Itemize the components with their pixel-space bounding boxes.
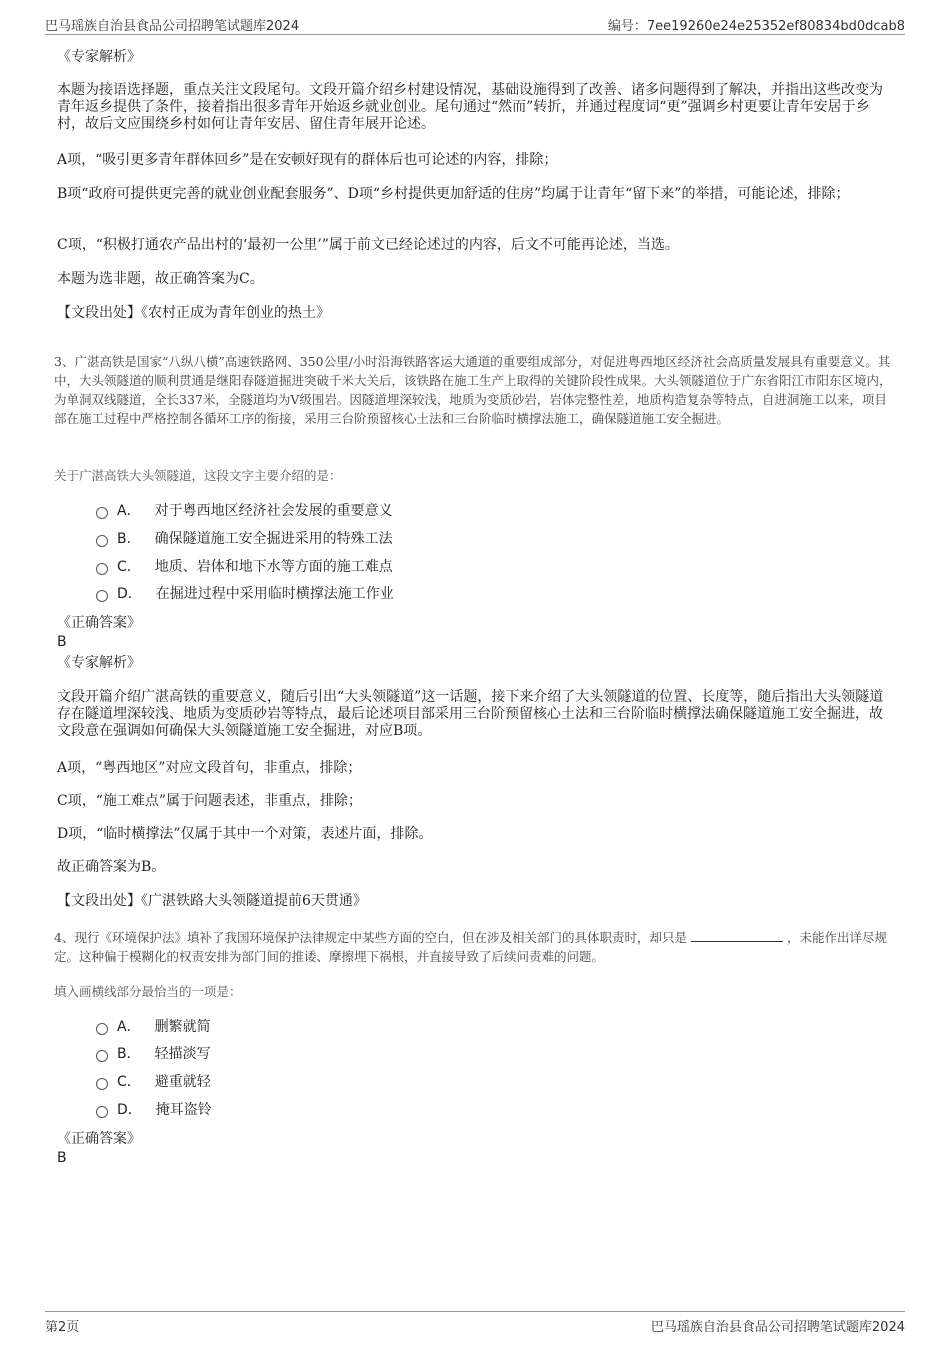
q3-conclusion: 故正确答案为B。 (57, 859, 166, 875)
radio-icon[interactable] (96, 535, 108, 547)
radio-icon[interactable] (96, 1050, 108, 1062)
page-header (45, 12, 905, 35)
q3-option-c-note: C项，“施工难点”属于问题表述，非重点，排除； (57, 793, 363, 809)
q2-analysis: 本题为接语选择题，重点关注文段尾句。文段开篇介绍乡村建设情况，基础设施得到了改善、诸多问题得到了解决，并指出这些改变为青年返乡提供了条件，接着指出很多青年开始返乡就业创业。尾句通过“然而”转折，并通过程度词“更”强调乡村更要让青年安居于乡村，故后文应围绕乡村如何让青年安居、留住青年展开论述。 (57, 82, 883, 132)
q4-option-b[interactable]: B． 轻描淡写 (96, 1044, 211, 1064)
q4-passage: 4、现行《环境保护法》填补了我国环境保护法律规定中某些方面的空白，但在涉及相关部门的具体职责时，却只是 ，未能作出详尽规定。这种偏于模糊化的权责安排为部门间的推诿、摩擦埋下祸根，并直接导致了后续问责难的问题。 (54, 930, 887, 964)
q4-stem: 填入画横线部分最恰当的一项是： (54, 984, 242, 999)
q3-answer: B (57, 634, 67, 650)
q2-conclusion: 本题为选非题，故正确答案为C。 (57, 271, 264, 287)
q3-option-d-note: D项，“临时横撑法”仅属于其中一个对策，表述片面，排除。 (57, 826, 433, 842)
q2-option-bd-note: B项“政府可提供更完善的就业创业配套服务”、D项“乡村提供更加舒适的住房”均属于让青年“留下来”的举措，可能论述，排除； (57, 186, 850, 202)
q3-source: 【文段出处】《广湛铁路大头领隧道提前6天贯通》 (57, 893, 367, 909)
q3-passage: 3、广湛高铁是国家“八纵八横”高速铁路网、350公里/小时沿海铁路客运大通道的重要组成部分，对促进粤西地区经济社会高质量发展具有重要意义。其中，大头领隧道的顺利贯通是继阳春隧道掘进突破千米大关后，该铁路在施工生产上取得的关键阶段性成果。大头领隧道位于广东省阳江市阳东区境内，为单洞双线隧道，全长337米，全隧道均为V级围岩。因隧道埋深较浅，地质为变质砂岩，岩体完整性差，地质构造复杂等特点，自进洞施工以来，项目部在施工过程中严格控制各循环工序的衔接，采用三台阶预留核心土法和三台阶临时横撑法施工，确保隧道施工安全掘进。 (54, 354, 892, 426)
q3-analysis: 文段开篇介绍广湛高铁的重要意义，随后引出“大头领隧道”这一话题，接下来介绍了大头领隧道的位置、长度等，随后指出大头领隧道存在隧道埋深较浅、地质为变质砂岩等特点，最后论述项目部采用三台阶预留核心土法和三台阶临时横撑法确保隧道施工安全掘进，故文段意在强调如何确保大头领隧道施工安全掘进，对应B项。 (57, 689, 884, 739)
q2-option-c-note: C项，“积极打通农产品出村的‘最初一公里’”属于前文已经论述过的内容，后文不可能再论述，当选。 (57, 237, 679, 253)
header-title: 巴马瑶族自治县食品公司招聘笔试题库2024 (45, 19, 300, 34)
q3-option-c[interactable]: C． 地质、岩体和地下水等方面的施工难点 (96, 557, 393, 577)
page-footer (45, 1311, 905, 1336)
page-number: 第2页 (45, 1320, 80, 1335)
radio-icon[interactable] (96, 1106, 108, 1118)
document-code: 编号：7ee19260e24e25352ef80834bd0dcab8 (607, 19, 905, 34)
radio-icon[interactable] (96, 590, 108, 602)
radio-icon[interactable] (96, 1078, 108, 1090)
footer-title: 巴马瑶族自治县食品公司招聘笔试题库2024 (650, 1320, 905, 1335)
q4-option-c[interactable]: C． 避重就轻 (96, 1072, 211, 1092)
q3-option-b[interactable]: B． 确保隧道施工安全掘进采用的特殊工法 (96, 529, 393, 549)
fill-in-blank (691, 931, 783, 942)
q3-option-d[interactable]: D． 在掘进过程中采用临时横撑法施工作业 (96, 584, 394, 604)
q4-answer-label: 《正确答案》 (57, 1131, 141, 1147)
q3-option-a-note: A项，“粤西地区”对应文段首句，非重点，排除； (57, 760, 362, 776)
radio-icon[interactable] (96, 507, 108, 519)
radio-icon[interactable] (96, 563, 108, 575)
q3-expert-label: 《专家解析》 (57, 655, 141, 671)
q2-option-a-note: A项，“吸引更多青年群体回乡”是在安顿好现有的群体后也可论述的内容，排除； (57, 152, 558, 168)
q4-option-d[interactable]: D． 掩耳盗铃 (96, 1100, 212, 1120)
q2-source: 【文段出处】《农村正成为青年创业的热土》 (57, 305, 330, 321)
q3-answer-label: 《正确答案》 (57, 615, 141, 631)
q4-option-a[interactable]: A． 删繁就简 (96, 1017, 211, 1037)
radio-icon[interactable] (96, 1023, 108, 1035)
q3-stem: 关于广湛高铁大头领隧道，这段文字主要介绍的是： (54, 468, 342, 483)
expert-analysis-label: 《专家解析》 (57, 49, 141, 65)
q3-option-a[interactable]: A． 对于粤西地区经济社会发展的重要意义 (96, 501, 393, 521)
q4-answer: B (57, 1150, 67, 1166)
